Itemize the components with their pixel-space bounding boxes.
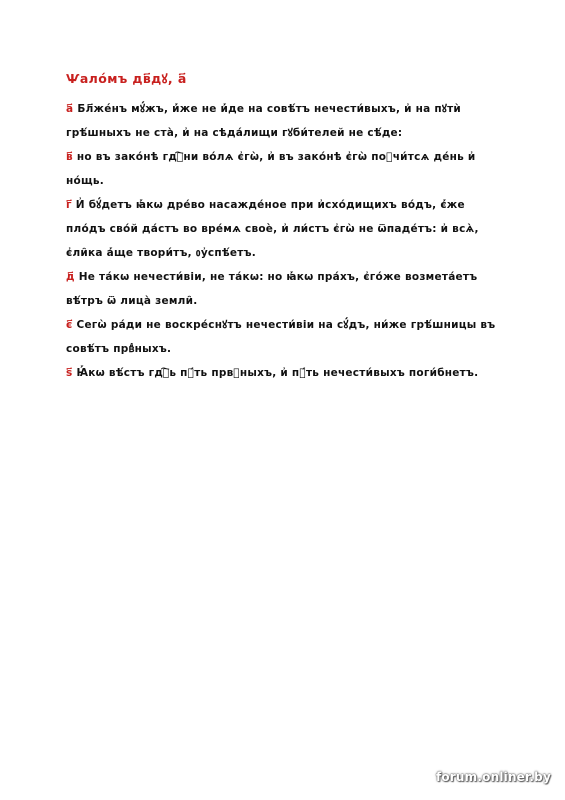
verse-text: Ꙗ҆́кѡ вѣ́стъ гдⷭ҇ь пꙋ́ть првⷣныхъ, и҆ пꙋ́ть нечести́выхъ поги́бнетъ. <box>76 367 479 379</box>
verse-text: Сегѡ̀ ра́ди не воскре́снꙋтъ нечести́віи на сꙋ́дъ, ни́же грѣ́шницы въ совѣ́тъ првⷣныхъ. <box>66 319 496 355</box>
verse-1 <box>66 97 506 145</box>
site-watermark: forum.onliner.by <box>435 770 551 784</box>
verse-number: г҃ <box>66 199 72 211</box>
verse-2 <box>66 145 506 193</box>
verse-number: є҃ <box>66 319 73 331</box>
verse-4 <box>66 265 506 313</box>
verse-text: Бл҃жéнъ мꙋ́жъ, и҆́же не и҆́де на совѣ́тъ нечести́выхъ, и҆ на пꙋтѝ грѣ́шныхъ не ста̀, и҆ на сѣда́лищи гꙋби́телей не сѣ́де: <box>66 103 462 139</box>
verse-text: И҆ бꙋ́детъ ꙗ҆́кѡ дре́во насажде́ное при и҆схо́дищихъ во́дъ, є҆́же пло́дъ сво́й да́стъ во вре́мѧ своѐ, и҆ ли́стъ є҆гѡ̀ не ѿпаде́тъ: и҆ всѧ̀, є҆ли̑ка а҆́ще твори́тъ, ᲂу҆спѣ́етъ. <box>66 199 479 259</box>
verse-number: в҃ <box>66 151 73 163</box>
verse-text: Не та́кѡ нечести́віи, не та́кѡ: но ꙗ҆́кѡ пра́хъ, є҆го́же возмета́етъ вѣ́тръ ѿ лица̀ земли̑. <box>66 271 478 307</box>
verse-3 <box>66 193 506 265</box>
verse-6 <box>66 361 506 385</box>
verse-number: ѕ҃ <box>66 367 73 379</box>
verse-number: а҃ <box>66 103 74 115</box>
verse-5 <box>66 313 506 361</box>
verse-text: но въ зако́нѣ гдⷭ҇ни во́лѧ є҆гѡ̀, и҆ въ зако́нѣ є҆гѡ̀ поꙋчи́тсѧ де́нь и҆ но́щь. <box>66 151 476 187</box>
verse-list <box>66 97 506 385</box>
verse-number: д҃ <box>66 271 75 283</box>
psalm-title: Ѱалóмъ дв҃дꙋ, а҃ <box>66 71 187 86</box>
